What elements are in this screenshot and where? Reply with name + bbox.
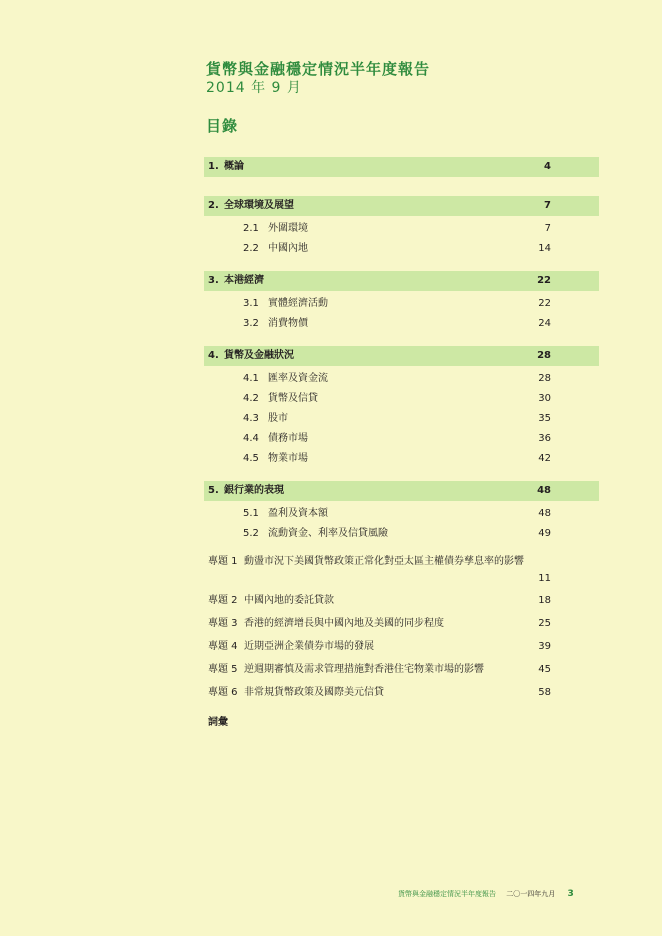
subsection-label: 匯率及資金流	[268, 373, 328, 384]
section-page: 48	[537, 485, 551, 496]
subsection-page: 28	[538, 373, 551, 384]
box-label: 非常規貨幣政策及國際美元信貸	[244, 687, 384, 698]
toc-subsection[interactable]	[204, 296, 599, 312]
box-page: 39	[538, 641, 551, 652]
toc-heading: 目錄	[206, 117, 239, 135]
toc-subsection[interactable]	[204, 391, 599, 407]
box-page: 11	[538, 573, 551, 584]
subsection-label: 中國內地	[268, 243, 308, 254]
page-number: 3	[567, 889, 574, 899]
report-date: 2014 年 9 月	[206, 80, 302, 96]
subsection-label: 盈利及資本額	[268, 508, 328, 519]
subsection-number: 5.2	[243, 528, 259, 539]
subsection-number: 4.2	[243, 393, 259, 404]
subsection-label: 股市	[268, 413, 288, 424]
box-number: 專題 1	[208, 556, 238, 567]
box-number: 專題 2	[208, 595, 238, 606]
section-number: 5.	[208, 485, 219, 496]
title-block	[206, 59, 430, 97]
toc-subsection[interactable]	[204, 241, 599, 257]
subsection-page: 30	[538, 393, 551, 404]
box-label: 動盪市況下美國貨幣政策正常化對亞太區主權債券孳息率的影響	[244, 556, 524, 567]
box-label: 近期亞洲企業債券市場的發展	[244, 641, 374, 652]
subsection-page: 24	[538, 318, 551, 329]
box-number: 專題 3	[208, 618, 238, 629]
section-label: 貨幣及金融狀況	[224, 350, 294, 361]
toc-section-4[interactable]	[204, 346, 599, 366]
subsection-page: 36	[538, 433, 551, 444]
section-number: 1.	[208, 161, 219, 172]
subsection-page: 42	[538, 453, 551, 464]
subsection-label: 物業市場	[268, 453, 308, 464]
box-number: 專題 5	[208, 664, 238, 675]
subsection-number: 4.5	[243, 453, 259, 464]
subsection-page: 48	[538, 508, 551, 519]
toc-subsection[interactable]	[204, 371, 599, 387]
section-page: 28	[537, 350, 551, 361]
subsection-page: 35	[538, 413, 551, 424]
toc-subsection[interactable]	[204, 316, 599, 332]
section-page: 4	[544, 161, 551, 172]
box-number: 專題 4	[208, 641, 238, 652]
box-page: 25	[538, 618, 551, 629]
toc-section-2[interactable]	[204, 196, 599, 216]
section-page: 7	[544, 200, 551, 211]
box-page: 58	[538, 687, 551, 698]
report-title: 貨幣與金融穩定情況半年度報告	[206, 60, 431, 78]
box-label: 中國內地的委託貸款	[244, 595, 334, 606]
toc-section-5[interactable]	[204, 481, 599, 501]
subsection-label: 貨幣及信貸	[268, 393, 318, 404]
section-label: 本港經濟	[224, 275, 264, 286]
page-footer	[398, 889, 574, 899]
box-number: 專題 6	[208, 687, 238, 698]
subsection-page: 14	[538, 243, 551, 254]
footer-title: 貨幣與金融穩定情況半年度報告	[398, 890, 496, 898]
subsection-number: 3.2	[243, 318, 259, 329]
subsection-number: 4.1	[243, 373, 259, 384]
section-label: 銀行業的表現	[224, 485, 284, 496]
subsection-number: 4.4	[243, 433, 259, 444]
subsection-number: 5.1	[243, 508, 259, 519]
section-number: 3.	[208, 275, 219, 286]
subsection-page: 7	[544, 223, 551, 234]
box-label: 香港的經濟增長與中國內地及美國的同步程度	[244, 618, 444, 629]
subsection-page: 49	[538, 528, 551, 539]
toc-subsection[interactable]	[204, 506, 599, 522]
toc-subsection[interactable]	[204, 411, 599, 427]
subsection-label: 債務市場	[268, 433, 308, 444]
subsection-label: 外圍環境	[268, 223, 308, 234]
box-label: 逆週期審慎及需求管理措施對香港住宅物業市場的影響	[244, 664, 484, 675]
toc-glossary[interactable]: 詞彙	[208, 717, 228, 728]
toc-box-1[interactable]	[204, 553, 599, 587]
subsection-number: 3.1	[243, 298, 259, 309]
toc-subsection[interactable]	[204, 431, 599, 447]
box-page: 45	[538, 664, 551, 675]
subsection-page: 22	[538, 298, 551, 309]
subsection-label: 實體經濟活動	[268, 298, 328, 309]
section-label: 概論	[224, 161, 244, 172]
toc-subsection[interactable]	[204, 221, 599, 237]
section-number: 4.	[208, 350, 219, 361]
subsection-number: 2.1	[243, 223, 259, 234]
subsection-number: 2.2	[243, 243, 259, 254]
toc-section-1[interactable]	[204, 157, 599, 177]
toc-section-3[interactable]	[204, 271, 599, 291]
section-number: 2.	[208, 200, 219, 211]
toc-subsection[interactable]	[204, 526, 599, 542]
subsection-label: 消費物價	[268, 318, 308, 329]
toc-subsection[interactable]	[204, 451, 599, 467]
footer-date: 二〇一四年九月	[506, 890, 556, 898]
subsection-number: 4.3	[243, 413, 259, 424]
section-label: 全球環境及展望	[224, 200, 294, 211]
box-page: 18	[538, 595, 551, 606]
section-page: 22	[537, 275, 551, 286]
subsection-label: 流動資金、利率及信貸風險	[268, 528, 388, 539]
